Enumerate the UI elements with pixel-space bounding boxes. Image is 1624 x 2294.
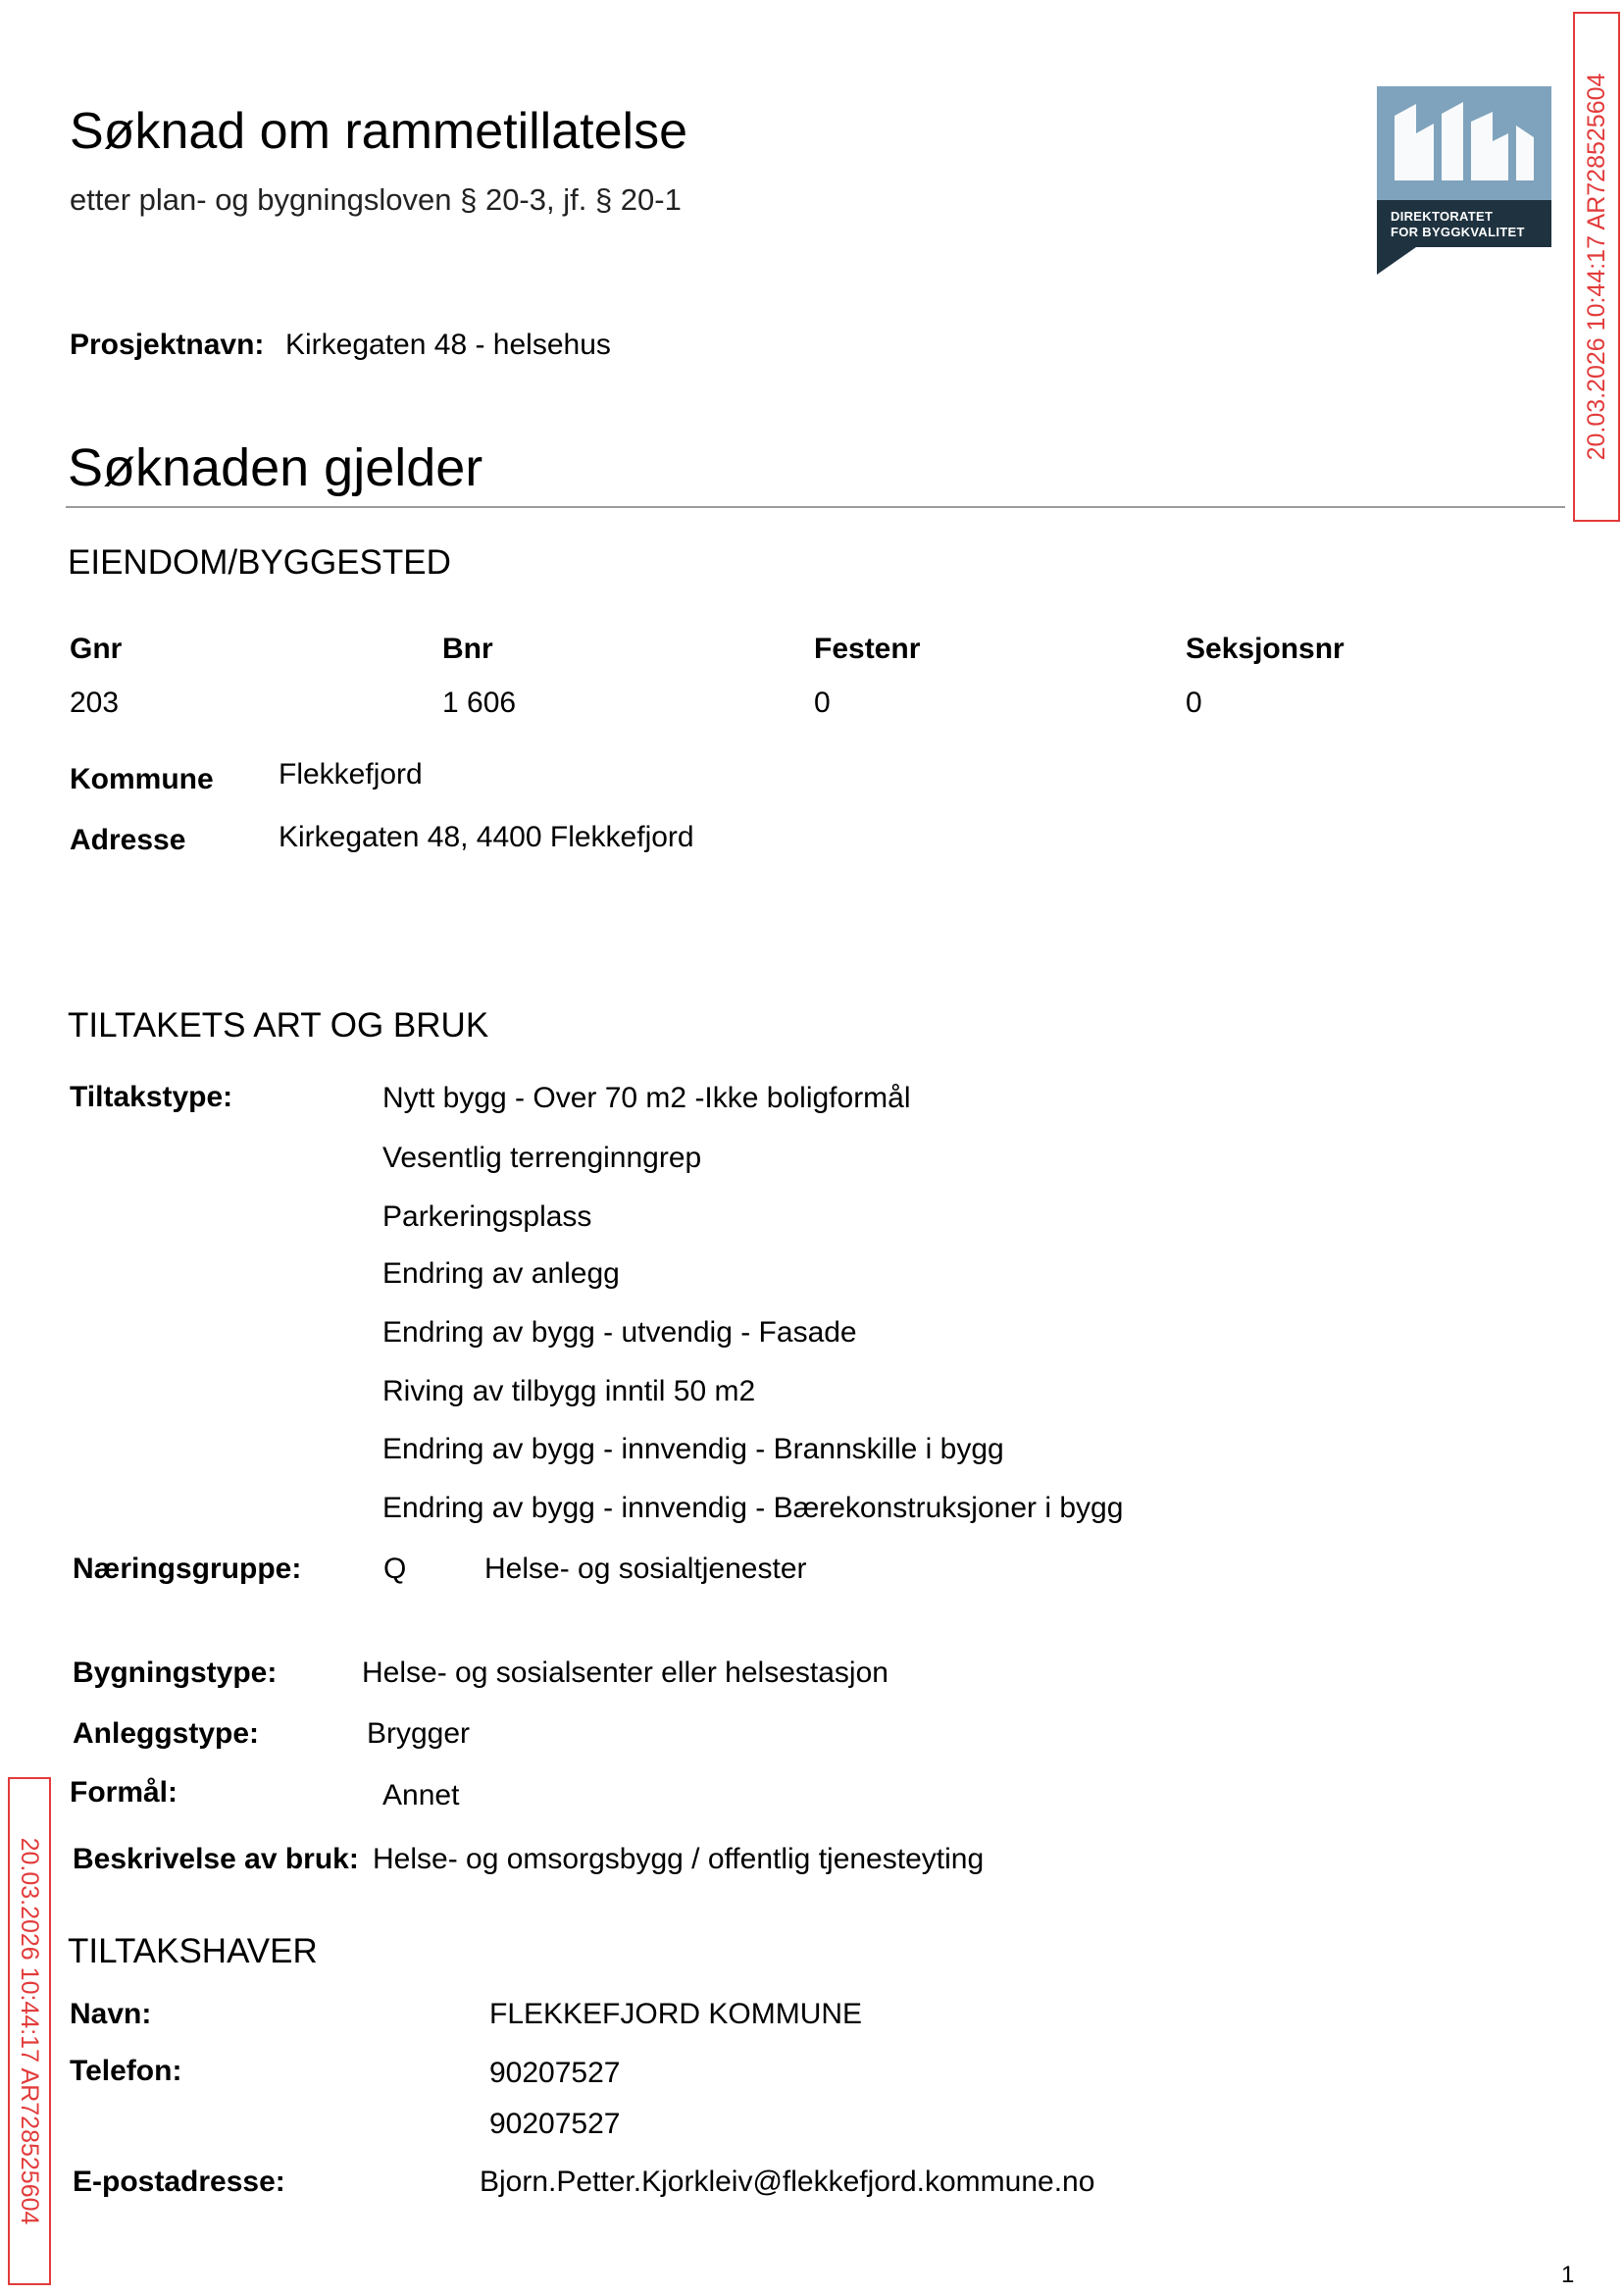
- gnr-value: 203: [70, 687, 120, 719]
- beskrivelse-value: Helse- og omsorgsbygg / offentlig tjenesteyting: [373, 1843, 985, 1875]
- kommune-label: Kommune: [70, 763, 214, 795]
- seksjonsnr-value: 0: [1186, 687, 1202, 719]
- formaal-label: Formål:: [70, 1776, 178, 1809]
- seksjonsnr-label: Seksjonsnr: [1186, 633, 1345, 665]
- navn-label: Navn:: [70, 1998, 152, 2030]
- page-number: 1: [1561, 2262, 1575, 2288]
- tiltakstype-item: Endring av bygg - innvendig - Brannskille i bygg: [382, 1433, 1004, 1465]
- tiltakstype-label: Tiltakstype:: [70, 1081, 233, 1113]
- naeringsgruppe-label: Næringsgruppe:: [73, 1553, 302, 1585]
- tiltakstype-item: Parkeringsplass: [382, 1200, 592, 1233]
- tiltakshaver-heading: TILTAKSHAVER: [68, 1932, 318, 1970]
- formaal-value: Annet: [382, 1779, 460, 1811]
- festenr-value: 0: [814, 687, 831, 719]
- epost-value: Bjorn.Petter.Kjorkleiv@flekkefjord.kommune.no: [480, 2166, 1095, 2198]
- anleggstype-value: Brygger: [367, 1717, 471, 1750]
- project-name-label: Prosjektnavn:: [70, 329, 265, 361]
- telefon-value: 90207527: [489, 2108, 621, 2140]
- kommune-value: Flekkefjord: [279, 758, 423, 790]
- timestamp-stamp-left: [8, 1777, 51, 2285]
- beskrivelse-label: Beskrivelse av bruk:: [73, 1843, 359, 1875]
- document-subtitle: etter plan- og bygningsloven § 20-3, jf. § 20-1: [70, 182, 682, 217]
- adresse-label: Adresse: [70, 824, 186, 856]
- naeringsgruppe-code: Q: [383, 1553, 407, 1585]
- logo-graphic: [1377, 86, 1551, 200]
- telefon-label: Telefon:: [70, 2055, 182, 2087]
- project-name-value: Kirkegaten 48 - helsehus: [285, 329, 611, 361]
- document-title: Søknad om rammetillatelse: [70, 103, 687, 160]
- logo-buildings-icon: [1377, 86, 1551, 200]
- tiltakstype-item: Vesentlig terrenginngrep: [382, 1142, 702, 1174]
- dibk-logo: [1377, 86, 1551, 275]
- logo-text-line2: FOR BYGGKVALITET: [1391, 225, 1525, 239]
- section-divider: [66, 506, 1565, 508]
- stamp-text: 20.03.2026 10:44:17 AR728525604: [1583, 73, 1610, 461]
- bygningstype-value: Helse- og sosialsenter eller helsestasjon: [362, 1657, 888, 1689]
- section-title: Søknaden gjelder: [68, 438, 483, 497]
- tiltakstype-item: Nytt bygg - Over 70 m2 -Ikke boligformål: [382, 1082, 911, 1114]
- timestamp-stamp-right: [1573, 12, 1620, 522]
- property-heading: EIENDOM/BYGGESTED: [68, 543, 451, 582]
- epost-label: E-postadresse:: [73, 2166, 285, 2198]
- tiltakstype-item: Endring av anlegg: [382, 1257, 620, 1290]
- bnr-value: 1 606: [442, 687, 517, 719]
- tiltakstype-item: Riving av tilbygg inntil 50 m2: [382, 1375, 756, 1407]
- anleggstype-label: Anleggstype:: [73, 1717, 260, 1750]
- naeringsgruppe-value: Helse- og sosialtjenester: [484, 1553, 807, 1585]
- navn-value: FLEKKEFJORD KOMMUNE: [489, 1998, 863, 2030]
- tiltak-heading: TILTAKETS ART OG BRUK: [68, 1006, 489, 1045]
- adresse-value: Kirkegaten 48, 4400 Flekkefjord: [279, 821, 694, 853]
- tiltakstype-item: Endring av bygg - innvendig - Bærekonstruksjoner i bygg: [382, 1492, 1124, 1524]
- bygningstype-label: Bygningstype:: [73, 1657, 278, 1689]
- stamp-text: 20.03.2026 10:44:17 AR728525604: [16, 1837, 43, 2225]
- tiltakstype-item: Endring av bygg - utvendig - Fasade: [382, 1316, 857, 1349]
- logo-tail: [1377, 247, 1416, 275]
- logo-text-line1: DIREKTORATET: [1391, 209, 1494, 224]
- telefon-value: 90207527: [489, 2057, 621, 2089]
- logo-wordmark: [1377, 200, 1551, 247]
- festenr-label: Festenr: [814, 633, 921, 665]
- gnr-label: Gnr: [70, 633, 123, 665]
- bnr-label: Bnr: [442, 633, 493, 665]
